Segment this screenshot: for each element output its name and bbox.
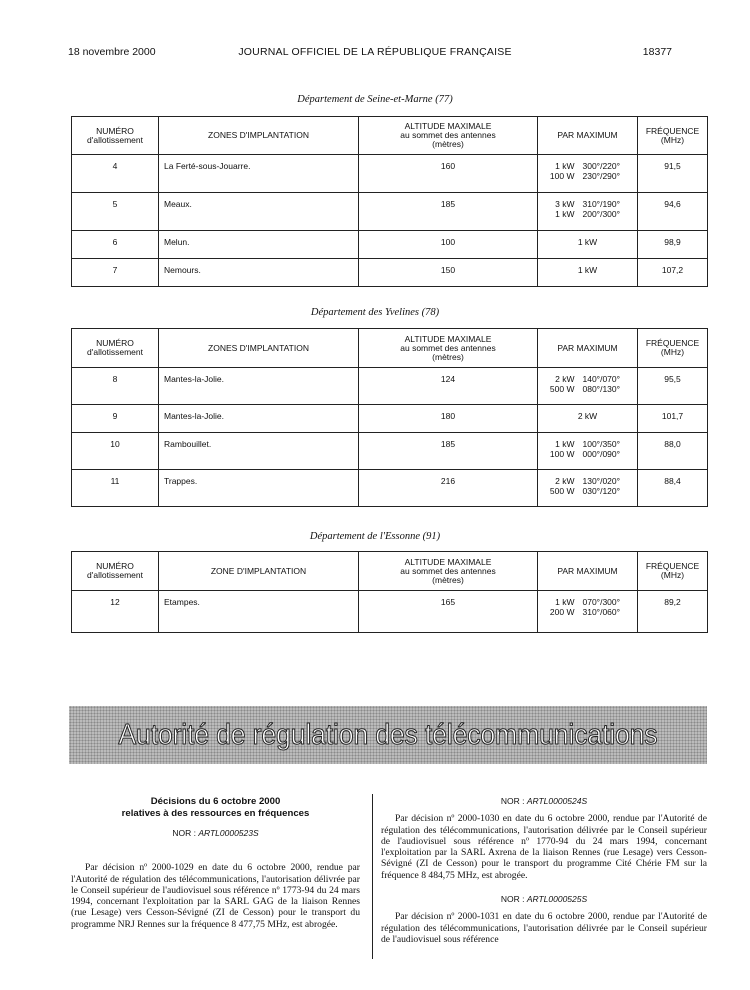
cell-frequence: 95,5 xyxy=(638,368,708,405)
table-header-row xyxy=(72,552,708,591)
cell-frequence: 89,2 xyxy=(638,591,708,633)
table-row xyxy=(72,470,708,507)
department-title: Département de Seine-et-Marne (77) xyxy=(297,94,453,105)
right-column xyxy=(381,796,707,945)
section-banner xyxy=(69,706,707,764)
par-power: 2 kW xyxy=(555,476,575,486)
par-line xyxy=(538,237,637,247)
cell-par xyxy=(538,405,638,433)
par-power: 2 kW xyxy=(555,374,575,384)
allotment-table xyxy=(71,116,708,287)
cell-par xyxy=(538,259,638,287)
par-directions: 230°/290° xyxy=(582,171,621,181)
header-numero: NUMÉRO d'allotissement xyxy=(72,552,159,591)
decision-paragraph: Par décision nº 2000-1030 en date du 6 octobre 2000, rendue par l'Autorité de régulation des télécommunications, l'autorisation délivrée par le Conseil supérieur de l'audiovisuel sous référence nº 1770-94 du 24 mars 1994, concernant l'exploitation par la SARL Axrena de la liaison Rennes (rue Lesage) vers Cesson-Sévigné (ZI de Cesson) pour le transport du programme Cité Chérie FM sur la fréquence 8 484,75 MHz, est abrogée. xyxy=(381,813,707,881)
decision-title xyxy=(71,796,360,820)
cell-frequence: 88,4 xyxy=(638,470,708,507)
cell-zone: La Ferté-sous-Jouarre. xyxy=(159,155,359,193)
table-header-row xyxy=(72,117,708,155)
par-directions: 140°/070° xyxy=(582,374,621,384)
par-directions: 000°/090° xyxy=(582,449,621,459)
cell-zone: Mantes-la-Jolie. xyxy=(159,368,359,405)
header-altitude: ALTITUDE MAXIMALE au sommet des antennes (mètres) xyxy=(359,552,538,591)
cell-altitude: 216 xyxy=(359,470,538,507)
left-column xyxy=(71,796,360,930)
cell-frequence: 94,6 xyxy=(638,193,708,231)
cell-frequence: 101,7 xyxy=(638,405,708,433)
cell-altitude: 185 xyxy=(359,433,538,470)
par-line xyxy=(538,209,637,219)
nor-label: NOR : xyxy=(500,796,525,806)
cell-numero: 11 xyxy=(72,470,159,507)
header-zones: ZONES D'IMPLANTATION xyxy=(159,117,359,155)
par-line xyxy=(538,607,637,617)
par-power: 1 kW xyxy=(555,597,575,607)
department-title: Département des Yvelines (78) xyxy=(310,307,440,318)
cell-numero: 8 xyxy=(72,368,159,405)
nor-reference xyxy=(381,796,707,807)
banner-title: Autorité de régulation des télécommunications xyxy=(118,718,658,751)
column-divider xyxy=(372,794,373,959)
table-row xyxy=(72,193,708,231)
par-directions: 310°/190° xyxy=(582,199,621,209)
par-line xyxy=(538,265,637,275)
cell-zone: Rambouillet. xyxy=(159,433,359,470)
par-power: 3 kW xyxy=(555,199,575,209)
header-numero: NUMÉRO d'allotissement xyxy=(72,117,159,155)
cell-numero: 10 xyxy=(72,433,159,470)
nor-label: NOR : xyxy=(500,894,525,905)
cell-par xyxy=(538,368,638,405)
par-line xyxy=(538,374,637,384)
cell-numero: 5 xyxy=(72,193,159,231)
header-zones: ZONES D'IMPLANTATION xyxy=(159,329,359,368)
cell-zone: Melun. xyxy=(159,231,359,259)
cell-numero: 6 xyxy=(72,231,159,259)
table-row xyxy=(72,368,708,405)
par-power: 2 kW xyxy=(577,411,598,421)
header-frequence: FRÉQUENCE (MHz) xyxy=(638,329,708,368)
table-row xyxy=(72,433,708,470)
header-page-number: 18377 xyxy=(642,46,672,58)
header-frequence: FRÉQUENCE (MHz) xyxy=(638,552,708,591)
cell-zone: Mantes-la-Jolie. xyxy=(159,405,359,433)
cell-par xyxy=(538,231,638,259)
par-line xyxy=(538,476,637,486)
cell-par xyxy=(538,470,638,507)
cell-altitude: 160 xyxy=(359,155,538,193)
cell-numero: 7 xyxy=(72,259,159,287)
par-line xyxy=(538,171,637,181)
nor-code: ARTL0000524S xyxy=(526,796,588,806)
table-row xyxy=(72,405,708,433)
par-power: 100 W xyxy=(549,171,575,181)
allotment-table xyxy=(71,328,708,507)
header-frequence: FRÉQUENCE (MHz) xyxy=(638,117,708,155)
par-line xyxy=(538,439,637,449)
decision-paragraph: Par décision nº 2000-1029 en date du 6 octobre 2000, rendue par l'Autorité de régulation des télécommunications, l'autorisation délivrée par le Conseil supérieur de l'audiovisuel sous référence nº 1773-94 du 24 mars 1994, concernant l'exploitation par la SARL GAG de la liaison Rennes (rue Lesage) vers Cesson-Sévigné (ZI de Cesson) pour le transport du programme NRJ Rennes sur la fréquence 8 477,75 MHz, est abrogée. xyxy=(71,862,360,930)
cell-altitude: 124 xyxy=(359,368,538,405)
par-line xyxy=(538,384,637,394)
cell-altitude: 100 xyxy=(359,231,538,259)
cell-altitude: 180 xyxy=(359,405,538,433)
par-directions: 300°/220° xyxy=(582,161,621,171)
par-power: 1 kW xyxy=(555,209,575,219)
cell-frequence: 88,0 xyxy=(638,433,708,470)
cell-altitude: 165 xyxy=(359,591,538,633)
header-par: PAR MAXIMUM xyxy=(538,329,638,368)
par-directions: 030°/120° xyxy=(582,486,621,496)
par-line xyxy=(538,161,637,171)
par-directions: 310°/060° xyxy=(582,607,621,617)
decision-title-line1: Décisions du 6 octobre 2000 xyxy=(150,796,281,807)
par-directions: 080°/130° xyxy=(582,384,621,394)
cell-altitude: 150 xyxy=(359,259,538,287)
cell-numero: 12 xyxy=(72,591,159,633)
par-power: 1 kW xyxy=(555,439,575,449)
par-power: 1 kW xyxy=(577,265,598,275)
par-directions: 100°/350° xyxy=(582,439,621,449)
cell-par xyxy=(538,591,638,633)
table-row xyxy=(72,591,708,633)
decision-title-line2: relatives à des ressources en fréquences xyxy=(121,808,310,819)
nor-code: ARTL0000525S xyxy=(526,894,588,905)
header-altitude: ALTITUDE MAXIMALE au sommet des antennes (mètres) xyxy=(359,329,538,368)
cell-zone: Trappes. xyxy=(159,470,359,507)
nor-code: ARTL0000523S xyxy=(198,828,259,838)
header-zones: ZONE D'IMPLANTATION xyxy=(159,552,359,591)
par-power: 500 W xyxy=(549,384,575,394)
cell-zone: Meaux. xyxy=(159,193,359,231)
par-line xyxy=(538,486,637,496)
cell-zone: Nemours. xyxy=(159,259,359,287)
par-line xyxy=(538,411,637,421)
cell-numero: 4 xyxy=(72,155,159,193)
cell-frequence: 91,5 xyxy=(638,155,708,193)
cell-par xyxy=(538,433,638,470)
table-row xyxy=(72,155,708,193)
header-par: PAR MAXIMUM xyxy=(538,117,638,155)
allotment-table xyxy=(71,551,708,633)
par-line xyxy=(538,449,637,459)
table-header-row xyxy=(72,329,708,368)
cell-frequence: 107,2 xyxy=(638,259,708,287)
par-directions: 130°/020° xyxy=(582,476,621,486)
cell-numero: 9 xyxy=(72,405,159,433)
header-date: 18 novembre 2000 xyxy=(68,46,156,58)
par-directions: 070°/300° xyxy=(582,597,621,607)
par-power: 500 W xyxy=(549,486,575,496)
cell-zone: Etampes. xyxy=(159,591,359,633)
table-row xyxy=(72,259,708,287)
par-line xyxy=(538,597,637,607)
par-power: 1 kW xyxy=(577,237,598,247)
cell-frequence: 98,9 xyxy=(638,231,708,259)
cell-par xyxy=(538,193,638,231)
header-par: PAR MAXIMUM xyxy=(538,552,638,591)
department-title: Département de l'Essonne (91) xyxy=(309,531,441,542)
par-power: 100 W xyxy=(549,449,575,459)
header-altitude: ALTITUDE MAXIMALE au sommet des antennes (mètres) xyxy=(359,117,538,155)
header-journal-title: JOURNAL OFFICIEL DE LA RÉPUBLIQUE FRANÇAISE xyxy=(238,46,512,58)
nor-reference xyxy=(71,828,360,839)
par-power: 1 kW xyxy=(555,161,575,171)
par-power: 200 W xyxy=(549,607,575,617)
cell-altitude: 185 xyxy=(359,193,538,231)
header-numero: NUMÉRO d'allotissement xyxy=(72,329,159,368)
par-directions: 200°/300° xyxy=(582,209,621,219)
decision-paragraph: Par décision nº 2000-1031 en date du 6 octobre 2000, rendue par l'Autorité de régulation des télécommunications, l'autorisation délivrée par le Conseil supérieur de l'audiovisuel sous référence xyxy=(381,911,707,945)
nor-label: NOR : xyxy=(172,828,196,838)
nor-reference xyxy=(381,894,707,905)
par-line xyxy=(538,199,637,209)
table-row xyxy=(72,231,708,259)
cell-par xyxy=(538,155,638,193)
